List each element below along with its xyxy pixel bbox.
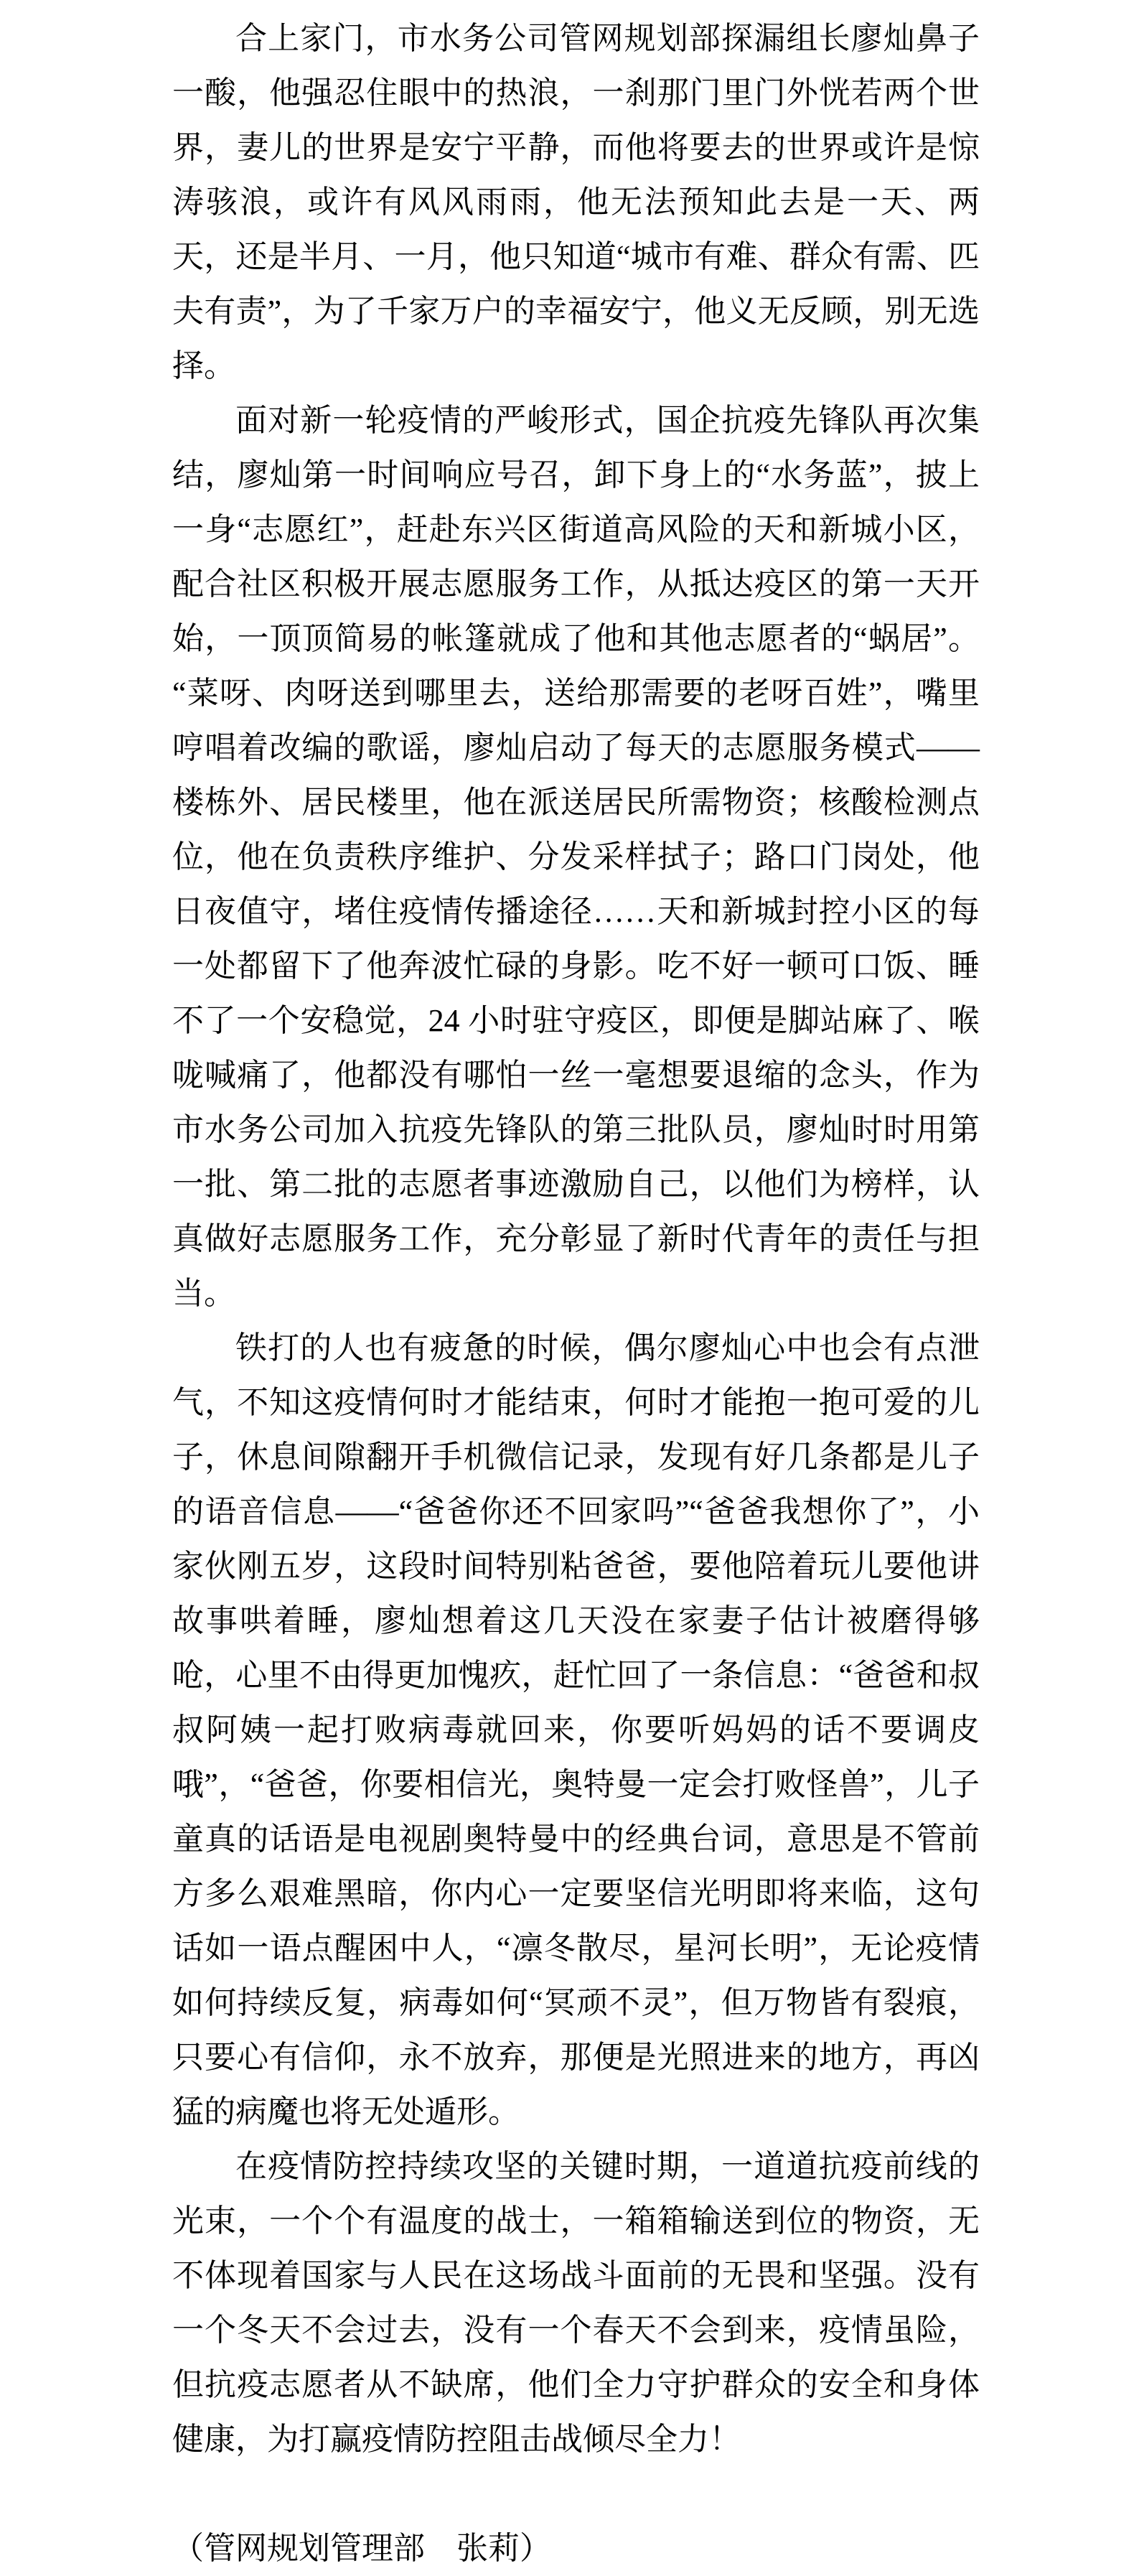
paragraph-4: 在疫情防控持续攻坚的关键时期，一道道抗疫前线的光束，一个个有温度的战士，一箱箱输送到位的物资，无不体现着国家与人民在这场战斗面前的无畏和坚强。没有一个冬天不会过去，没有一个春天不会到来，疫情虽险，但抗疫志愿者从不缺席，他们全力守护群众的安全和身体健康，为打赢疫情防控阻击战倾尽全力！ [172, 2149, 980, 2457]
paragraph-1: 合上家门，市水务公司管网规划部探漏组长廖灿鼻子一酸，他强忍住眼中的热浪，一刹那门里门外恍若两个世界，妻儿的世界是安宁平静，而他将要去的世界或许是惊涛骇浪，或许有风风雨雨，他无法预知此去是一天、两天，还是半月、一月，他只知道“城市有难、群众有需、匹夫有责”，为了千家万户的幸福安宁，他义无反顾，别无选择。 [172, 21, 980, 383]
signature-line: （管网规划管理部 张莉） [172, 2531, 551, 2566]
paragraph-2: 面对新一轮疫情的严峻形式，国企抗疫先锋队再次集结，廖灿第一时间响应号召，卸下身上的“水务蓝”，披上一身“志愿红”，赶赴东兴区街道高风险的天和新城小区，配合社区积极开展志愿服务工作，从抵达疫区的第一天开始，一顶顶简易的帐篷就成了他和其他志愿者的“蜗居”。“菜呀、肉呀送到哪里去，送给那需要的老呀百姓”，嘴里哼唱着改编的歌谣，廖灿启动了每天的志愿服务模式——楼栋外、居民楼里，他在派送居民所需物资；核酸检测点位，他在负责秩序维护、分发采样拭子；路口门岗处，他日夜值守，堵住疫情传播途径……天和新城封控小区的每一处都留下了他奔波忙碌的身影。吃不好一顿可口饭、睡不了一个安稳觉，24 小时驻守疫区，即便是脚站麻了、喉咙喊痛了，他都没有哪怕一丝一毫想要退缩的念头，作为市水务公司加入抗疫先锋队的第三批队员，廖灿时时用第一批、第二批的志愿者事迹激励自己，以他们为榜样，认真做好志愿服务工作，充分彰显了新时代青年的责任与担当。 [172, 403, 980, 1311]
paragraph-3: 铁打的人也有疲惫的时候，偶尔廖灿心中也会有点泄气，不知这疫情何时才能结束，何时才能抱一抱可爱的儿子，休息间隙翻开手机微信记录，发现有好几条都是儿子的语音信息——“爸爸你还不回家吗”“爸爸我想你了”，小家伙刚五岁，这段时间特别粘爸爸，要他陪着玩儿要他讲故事哄着睡，廖灿想着这几天没在家妻子估计被磨得够呛，心里不由得更加愧疚，赶忙回了一条信息：“爸爸和叔叔阿姨一起打败病毒就回来，你要听妈妈的话不要调皮哦”，“爸爸，你要相信光，奥特曼一定会打败怪兽”，儿子童真的话语是电视剧奥特曼中的经典台词，意思是不管前方多么艰难黑暗，你内心一定要坚信光明即将来临，这句话如一语点醒困中人，“凛冬散尽，星河长明”，无论疫情如何持续反复，病毒如何“冥顽不灵”，但万物皆有裂痕，只要心有信仰，永不放弃，那便是光照进来的地方，再凶猛的病魔也将无处遁形。 [172, 1330, 980, 2129]
